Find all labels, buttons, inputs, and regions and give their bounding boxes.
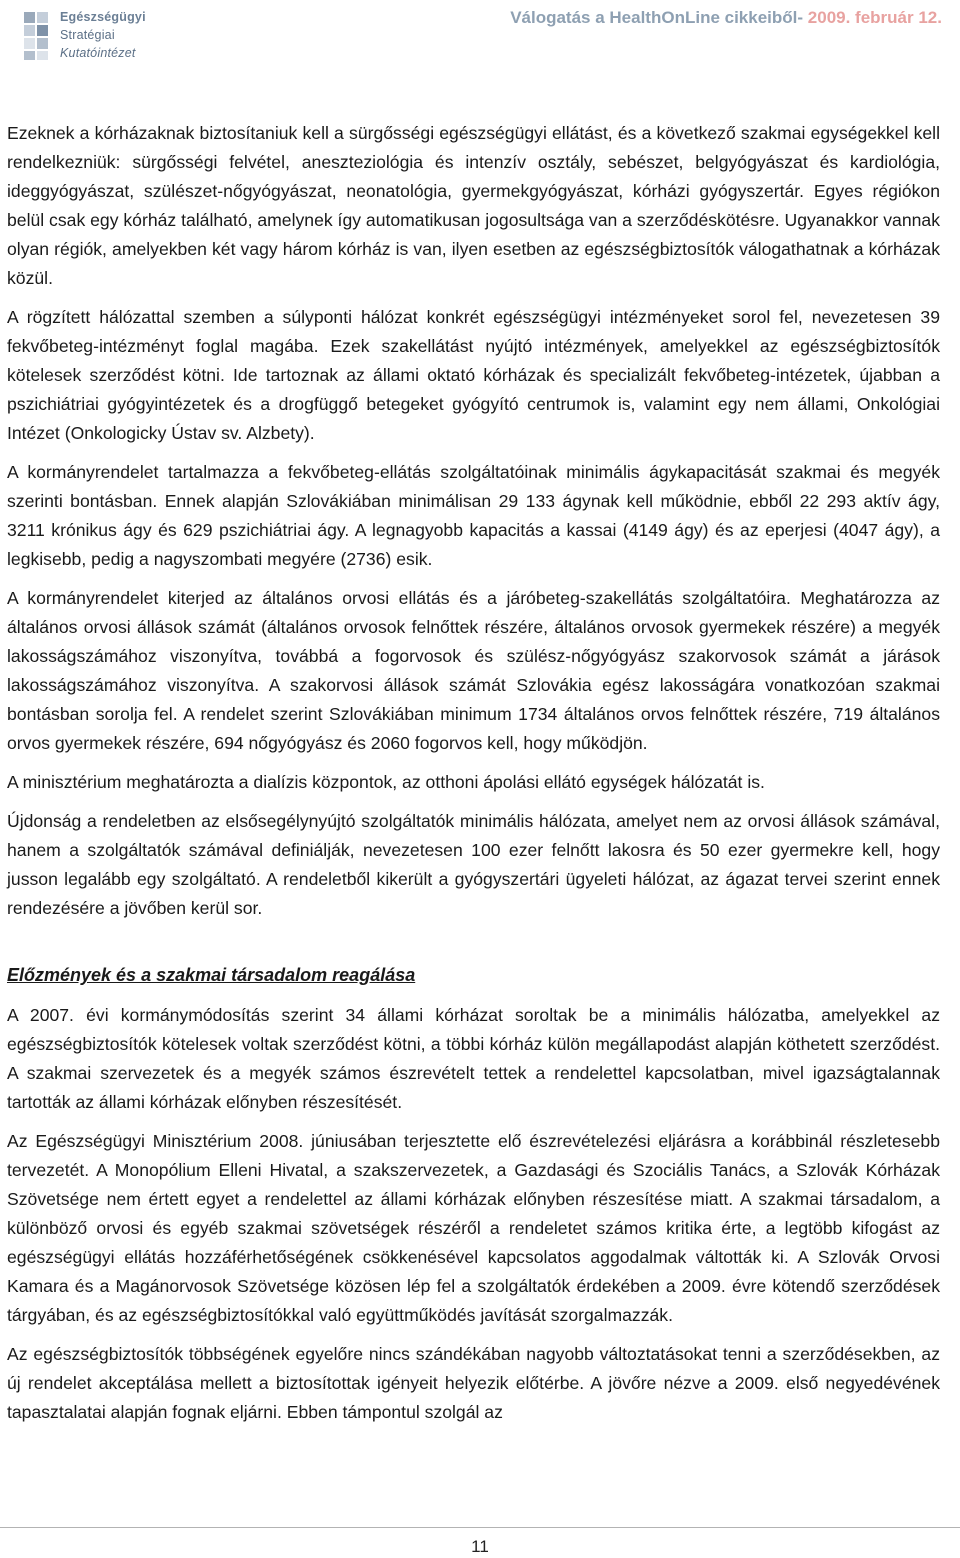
header-title [510,8,942,28]
paragraph: Újdonság a rendeletben az elsősegélynyújtó szolgáltatók minimális hálózata, amelyet nem az orvosi állások számával, hanem a szolgáltatók számával definiálják, nevezetesen 100 ezer felnőtt lakosra és 50 ezer gyermekre kell, hogy jusson legalább egy szolgáltató. A rendeletből kikerült a gyógyszertári ügyeleti hálózat, az ágazat tervei szerint ennek rendezésére a jövőben kerül sor. [7,811,940,918]
header-date: 2009. február 12. [807,8,942,27]
paragraph: Az Egészségügyi Minisztérium 2008. júniusában terjesztette elő észrevételezési eljárásra a korábbinál részletesebb tervezetét. A Monopólium Elleni Hivatal, a szakszervezetek, a Gazdasági és Szociális Tanács, a Szlovák Kórházak Szövetsége nem értett egyet a rendelettel az állami kórházak előnyben részesítése miatt. A szakmai társadalom, a különböző orvosi és egyéb szakmai szövetségek részéről a rendeletet számos kritika érte, a legtöbb kifogást az egészségügyi ellátás hozzáférhetőségének csökkenésével kapcsolatos aggodalmak váltották ki. A Szlovák Orvosi Kamara és a Magánorvosok Szövetsége közösen lép fel a szolgáltatók érdekében a 2009. évre kötendő szerződések tárgyában, és az egészségbiztosítókkal való együttműködés javítását szorgalmazzák. [7,1131,940,1325]
paragraph: A kormányrendelet tartalmazza a fekvőbeteg-ellátás szolgáltatóinak minimális ágykapacitását szakmai és megyék szerinti bontásban. Ennek alapján Szlovákiában minimálisan 29 133 ágynak kell működnie, ebből 22 293 aktív ágy, 3211 krónikus ágy és 629 pszichiátriai ágy. A legnagyobb kapacitás a kassai (4149 ágy) és az eperjesi (4047 ágy), a legkisebb, pedig a nagyszombati megyére (2736) esik. [7,462,940,569]
logo-line-2: Stratégiai [60,28,115,42]
logo-text [60,8,146,62]
header-title-text: Válogatás a HealthOnLine cikkeiből- [510,8,804,27]
institute-logo [22,6,182,64]
section-heading: Előzmények és a szakmai társadalom reagálása [7,965,416,985]
paragraph: Az egészségbiztosítók többségének egyelőre nincs szándékában nagyobb változtatásokat tenni a szerződésekben, az új rendelet akceptálása mellett a biztosítottak igényeit helyezik előtérbe. A jövőre nézve a 2009. első negyedévének tapasztalatai alapján fognak eljárni. Ebben támpontul szolgál az [7,1344,940,1422]
logo-mark-icon [22,8,58,62]
paragraph: A kormányrendelet kiterjed az általános orvosi ellátás és a járóbeteg-szakellátás szolgáltatóira. Meghatározza az általános orvosi állások számát (általános orvosok felnőttek részére, általános orvosok gyermekek részére) a megyék lakosságszámához viszonyítva, továbbá a fogorvosok és szülész-nőgyógyász szakorvosok számát a járások lakosságszámához viszonyítva. A szakorvosi állások számát Szlovákia egész lakosságára vonatkozóan szakmai bontásban sorolja fel. A rendelet szerint Szlovákiában minimum 1734 általános orvos felnőttek részére, 719 általános orvos gyermekek részére, 694 nőgyógyász és 2060 fogorvos kell, hogy működjön. [7,588,940,753]
footer-divider [0,1527,960,1528]
paragraph: A rögzített hálózattal szemben a súlyponti hálózat konkrét egészségügyi intézményeket sorol fel, nevezetesen 39 fekvőbeteg-intézményt foglal magába. Ezek szakellátást nyújtó intézmények, amelyekkel az egészségbiztosítók kötelesek szerződést kötni. Ide tartoznak az állami oktató kórházak és specializált fekvőbeteg-intézetek, újabban a pszichiátriai gyógyintézetek és a drogfüggő betegeket gyógyító centrumok is, valamint egy nem állami, Onkológiai Intézet (Onkologicky Ústav sv. Alzbety). [7,307,940,443]
document-body [7,119,940,1437]
paragraph: A 2007. évi kormánymódosítás szerint 34 állami kórházat soroltak be a minimális hálózatba, amelyekkel az egészségbiztosítók kötelesek voltak szerződést kötni, a többi kórház külön megállapodást alapján köthetett szerződést. A szakmai szervezetek és a megyék számos észrevételt tettek a rendelettel kapcsolatban, mivel igazságtalannak tartották az állami kórházak előnyben részesítését. [7,1005,940,1112]
page-number: 11 [471,1537,489,1556]
paragraph: Ezeknek a kórházaknak biztosítaniuk kell a sürgősségi egészségügyi ellátást, és a következő szakmai egységekkel kell rendelkezniük: sürgősségi felvétel, aneszteziológia és intenzív osztály, sebészet, belgyógyászat és kardiológia, ideggyógyászat, szülészet-nőgyógyászat, neonatológia, gyermekgyógyászat, kórházi gyógyszertár. Egyes régiókon belül csak egy kórház található, amelynek így automatikusan jogosultsága van a szerződéskötésre. Ugyanakkor vannak olyan régiók, amelyekben két vagy három kórház is van, ilyen esetben az egészségbiztosítók válogathatnak a kórházak közül. [7,123,940,288]
page-header [0,0,960,70]
logo-line-3: Kutatóintézet [60,46,136,60]
paragraph: A minisztérium meghatározta a dialízis központok, az otthoni ápolási ellátó egységek hálózatát is. [7,772,765,792]
logo-line-1: Egészségügyi [60,10,146,24]
